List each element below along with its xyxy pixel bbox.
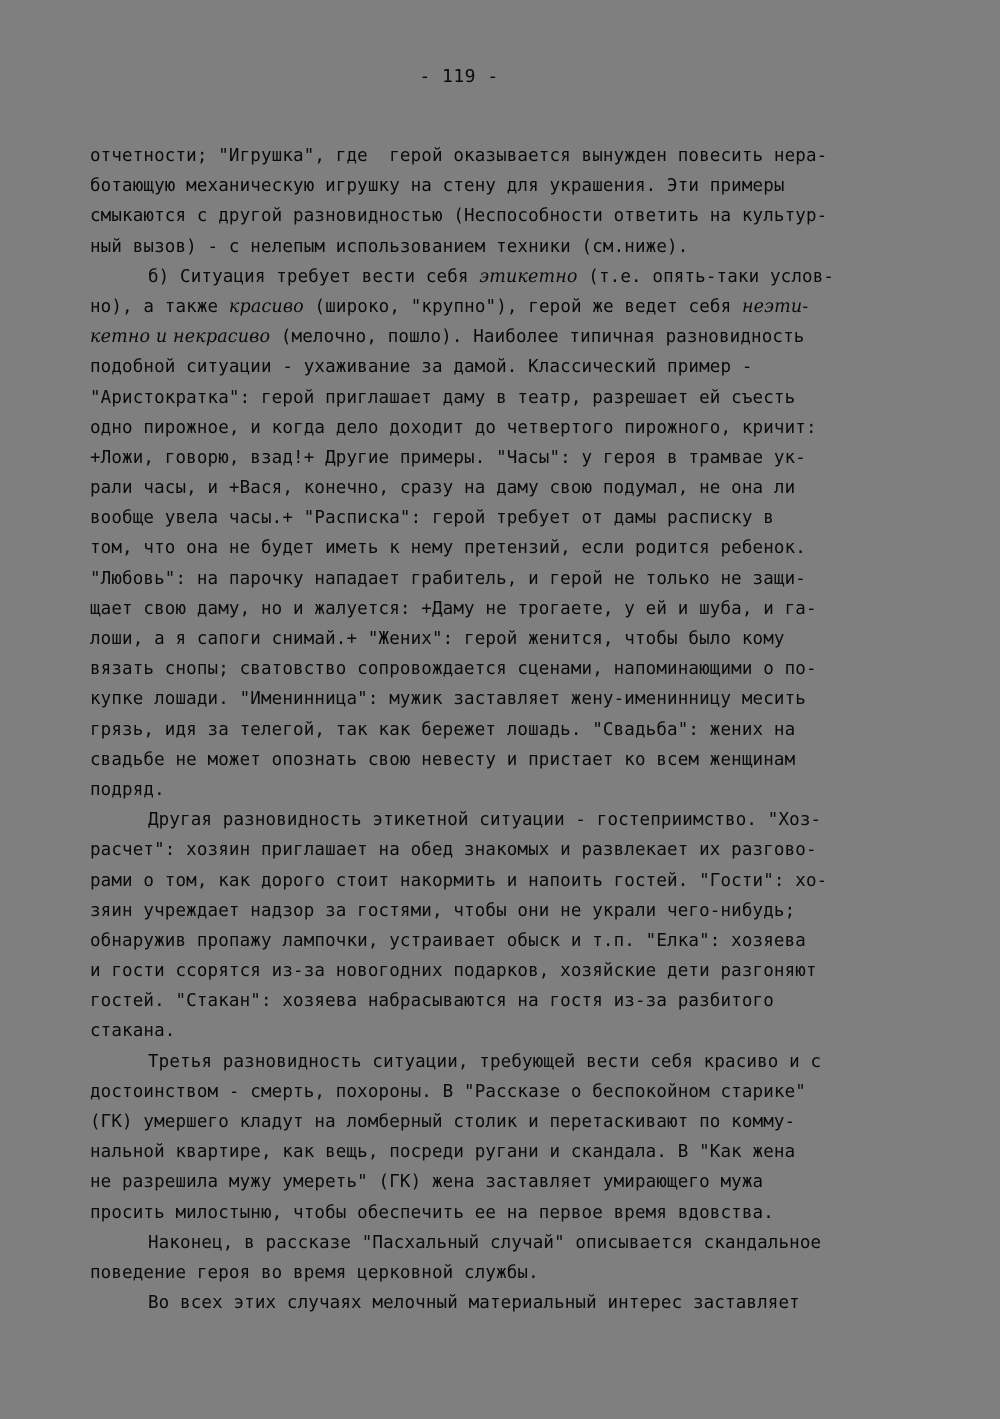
text-segment: вообще увела часы.+ "Расписка": герой требует от дамы расписку в [90, 508, 774, 529]
text-line [90, 654, 920, 684]
text-line [90, 805, 920, 835]
text-segment: расчет": хозяин приглашает на обед знакомых и развлекает их разгово- [90, 840, 817, 861]
text-segment: том, что она не будет иметь к нему претензий, если родится ребенок. [90, 538, 806, 559]
text-segment: гостей. "Стакан": хозяева набрасываются на гостя из-за разбитого [90, 991, 774, 1012]
text-line [90, 594, 920, 624]
text-segment: подобной ситуации - ухаживание за дамой. Классический пример - [90, 357, 753, 378]
text-segment: "Аристократка": герой приглашает даму в театр, разрешает ей съесть [90, 387, 796, 408]
text-line [90, 533, 920, 563]
text-line [90, 232, 920, 262]
text-segment: поведение героя во время церковной службы. [90, 1262, 539, 1283]
text-segment: но), а также [90, 296, 229, 317]
text-segment: отчетности; "Игрушка", где герой оказывается вынужден повесить нера- [90, 146, 828, 166]
text-line [90, 624, 920, 654]
text-line [90, 1077, 920, 1107]
text-line [90, 1047, 920, 1077]
text-segment: не разрешила мужу умереть" (ГК) жена заставляет умирающего мужа [90, 1172, 764, 1193]
text-segment: б) Ситуация требует вести себя [148, 266, 480, 287]
text-line [90, 1107, 920, 1137]
text-line [90, 896, 920, 926]
text-segment: Наконец, в рассказе "Пасхальный случай" описывается скандальное [148, 1232, 822, 1253]
text-segment: нальной квартире, как вещь, посреди ругани и скандала. В "Как жена [90, 1142, 796, 1163]
text-line [90, 473, 920, 503]
italic-text-segment: неэти- [741, 296, 809, 317]
text-line [90, 986, 920, 1016]
text-line [90, 1167, 920, 1197]
text-line [90, 141, 920, 171]
text-segment: одно пирожное, и когда дело доходит до четвертого пирожного, кричит: [90, 417, 817, 438]
text-segment: ный вызов) - с нелепым использованием техники (см.ниже). [90, 236, 689, 257]
page-number: - 119 - [419, 66, 499, 87]
text-segment: грязь, идя за телегой, так как бережет лошадь. "Свадьба": жених на [90, 719, 796, 740]
text-line [90, 1137, 920, 1167]
text-line [90, 292, 920, 322]
text-segment: свадьбе не может опознать свою невесту и пристает ко всем женщинам [90, 749, 796, 770]
text-line [90, 322, 920, 352]
text-segment: рами о том, как дорого стоит накормить и напоить гостей. "Гости": хо- [90, 870, 828, 891]
text-line [90, 564, 920, 594]
text-line [90, 715, 920, 745]
text-line [90, 1016, 920, 1046]
text-segment: "Любовь": на парочку нападает грабитель, и герой не только не защи- [90, 568, 806, 589]
text-segment: рали часы, и +Вася, конечно, сразу на даму свою подумал, не она ли [90, 478, 796, 499]
text-line [90, 745, 920, 775]
text-line [90, 1288, 920, 1318]
text-line [90, 835, 920, 865]
text-line [90, 443, 920, 473]
text-segment: ботающую механическую игрушку на стену для украшения. Эти примеры [90, 176, 785, 197]
text-line [90, 956, 920, 986]
text-segment: купке лошади. "Именинница": мужик заставляет жену-именинницу месить [90, 689, 806, 710]
text-segment: зяин учреждает надзор за гостями, чтобы они не украли чего-нибудь; [90, 900, 796, 921]
text-line [90, 866, 920, 896]
text-line [90, 775, 920, 805]
italic-text-segment: этикетно [479, 266, 578, 287]
text-line [90, 1258, 920, 1288]
text-segment: просить милостыню, чтобы обеспечить ее на первое время вдовства. [90, 1202, 774, 1223]
text-segment: Другая разновидность этикетной ситуации - гостеприимство. "Хоз- [148, 810, 822, 831]
text-segment: (мелочно, пошло). Наиболее типичная разновидность [270, 327, 805, 348]
text-line [90, 171, 920, 201]
text-segment: (т.е. опять-таки услов- [577, 266, 835, 287]
italic-text-segment: кетно и некрасиво [90, 327, 271, 348]
text-line [90, 262, 920, 292]
text-line [90, 684, 920, 714]
body-text [90, 141, 920, 1318]
text-segment: щает свою даму, но и жалуется: +Даму не трогаете, у ей и шуба, и га- [90, 598, 817, 619]
text-segment: вязать снопы; сватовство сопровождается сценами, напоминающими о по- [90, 659, 817, 680]
text-segment: и гости ссорятся из-за новогодних подарков, хозяйские дети разгоняют [90, 961, 817, 982]
text-segment: Третья разновидность ситуации, требующей вести себя красиво и с [148, 1051, 822, 1072]
text-segment: Во всех этих случаях мелочный материальный интерес заставляет [148, 1293, 800, 1314]
text-line [90, 1198, 920, 1228]
text-segment: лоши, а я сапоги снимай.+ "Жених": герой женится, чтобы было кому [90, 629, 785, 649]
text-segment: +Ложи, говорю, взад!+ Другие примеры. "Часы": у героя в трамвае ук- [90, 447, 806, 468]
text-line [90, 413, 920, 443]
text-segment: подряд. [90, 779, 165, 800]
text-segment: (ГК) умершего кладут на ломберный столик и перетаскивают по комму- [90, 1112, 796, 1132]
text-line [90, 1228, 920, 1258]
italic-text-segment: красиво [228, 296, 304, 317]
text-segment: стакана. [90, 1021, 176, 1042]
text-segment: (широко, "крупно"), герой же ведет себя [303, 296, 742, 317]
text-segment: обнаружив пропажу лампочки, устраивает обыск и т.п. "Елка": хозяева [90, 930, 806, 951]
text-line [90, 383, 920, 413]
text-segment: достоинством - смерть, похороны. В "Рассказе о беспокойном старике" [90, 1081, 806, 1102]
text-line [90, 926, 920, 956]
text-segment: смыкаются с другой разновидностью (Неспособности ответить на культур- [90, 206, 828, 227]
text-line [90, 503, 920, 533]
text-line [90, 201, 920, 231]
text-line [90, 352, 920, 382]
